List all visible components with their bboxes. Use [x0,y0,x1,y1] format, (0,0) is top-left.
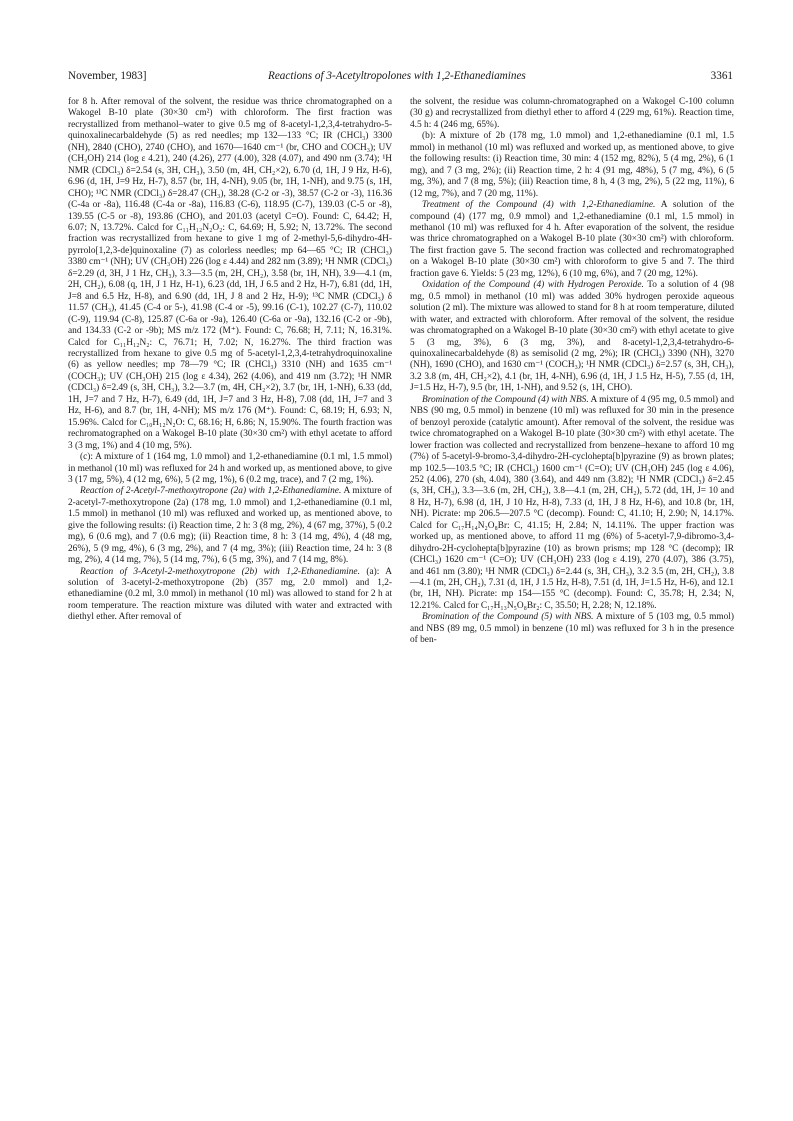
header-date: November, 1983] [68,70,147,82]
section-title: Bromination of the Compound (4) with NBS. [422,394,589,405]
paragraph-text: A mixture of 4 (95 mg, 0.5 mmol) and NBS (90 mg, 0.5 mmol) in benzene (10 ml) was refluxed for 30 min in the presence of benzoyl peroxide (catalytic amount). After removal of the solvent, the residue was twice chromatographed on a Wakogel B-10 plate (30×30 cm²) with ethyl acetate. The lower fraction was collected and recrystallized from benzene–hexane to afford 10 mg (7%) of 5-acetyl-9-bromo-3,4-dihydro-2H-cyclohepta[b]pyrazine (9) as brown plates; mp 102.5—103.5 °C; IR (CHCl₃) 1600 cm⁻¹ (C=O); UV (CH₃OH) 245 (log ε 4.06), 252 (4.06), 270 (sh, 4.04), 380 (3.64), and 449 nm (3.82); ¹H NMR (CDCl₃) δ=2.45 (s, 3H, CH₃), 3.3—3.6 (m, 2H, CH₂), 3.8—4.1 (m, 2H, CH₂), 5.72 (dd, 1H, J= 10 and 8 Hz, H-7), 6.98 (d, 1H, J 10 Hz, H-8), 7.33 (d, 1H, J 8 Hz, H-6), and 10.8 (br, 1H, NH). Picrate: mp 206.5—207.5 °C (decomp). Found: C, 41.10; H, 2.90; N, 14.17%. Calcd for C₁₇H₁₄N₂O₈Br: C, 41.15; H, 2.84; N, 14.11%. The upper fraction was worked up, as mentioned above, to afford 11 mg (6%) of 5-acetyl-7,9-dibromo-3,4-dihydro-2H-cyclohepta[b]pyrazine (10) as brown prisms; mp 128 °C (decomp); IR (CHCl₃) 1620 cm⁻¹ (C=O); UV (CH₃OH) 233 (log ε 4.19), 270 (4.07), 386 (3.75), and 461 nm (3.80); ¹H NMR (CDCl₃) δ=2.44 (s, 3H, CH₃), 3.2 3.5 (m, 2H, CH₂), 3.8—4.1 (m, 2H, CH₂), 7.31 (d, 1H, J 1.5 Hz, H-8), 7.51 (d, 1H, J=1.5 Hz, H-6), and 12.1 (br, 1H, NH). Picrate: mp 154—155 °C (decomp). Found: C, 35.78; H, 2.34; N, 12.21%. Calcd for C₁₇H₁₃N₅O₈Br₂: C, 35.50; H, 2.28; N, 12.18%. [410,394,735,611]
paragraph [410,97,734,131]
section-title: Bromination of the Compound (5) with NBS. [422,612,594,623]
paragraph [410,200,734,280]
paragraph-text: for 8 h. After removal of the solvent, the residue was thrice chromatographed on a Wakogel B-10 plate (30×30 cm²) with chloroform. The first fraction was recrystallized from methanol–water to give 0.5 mg of 8-acetyl-1,2,3,4-tetrahydro-5-quinoxalinecarbaldehyde (5) as red needles; mp 132—133 °C; IR (CHCl₃) 3300 (NH), 2840 (CHO), 2740 (CHO), and 1670—1640 cm⁻¹ (br, CHO and COCH₃); UV (CH₃OH) 214 (log ε 4.21), 240 (4.26), 277 (4.00), 328 (4.07), and 490 nm (3.74); ¹H NMR (CDCl₃) δ=2.54 (s, 3H, CH₃), 3.50 (m, 4H, CH₂×2), 6.70 (d, 1H, J 9 Hz, H-6), 6.96 (d, 1H, J=9 Hz, H-7), 8.57 (br, 1H, 4-NH), 9.05 (br, 1H, 1-NH), and 9.75 (s, 1H, CHO); ¹³C NMR (CDCl₃) δ=28.47 (CH₃), 38.28 (C-2 or -3), 38.57 (C-2 or -3), 116.36 (C-4a or -8a), 116.48 (C-4a or -8a), 116.83 (C-6), 118.95 (C-7), 139.03 (C-5 or -8), 139.55 (C-5 or -8), 193.86 (CHO), and 201.03 (acetyl C=O). Found: C, 64.42; H, 6.07; N, 13.72%. Calcd for C₁₁H₁₂N₂O₂: C, 64.69; H, 5.92; N, 13.72%. The second fraction was recrystallized from hexane to give 1 mg of 2-methyl-5,6-dihydro-4H-pyrrolo[1,2,3-de]quinoxaline (7) as colorless needles; mp 64—65 °C; IR (CHCl₃) 3380 cm⁻¹ (NH); UV (CH₃OH) 226 (log ε 4.44) and 282 nm (3.89); ¹H NMR (CDCl₃) δ=2.29 (d, 3H, J 1 Hz, CH₃), 3.3—3.5 (m, 2H, CH₂), 3.58 (br, 1H, NH), 3.9—4.1 (m, 2H, CH₂), 6.08 (q, 1H, J 1 Hz, H-1), 6.23 (dd, 1H, J 6.5 and 2 Hz, H-7), 6.81 (dd, 1H, J=8 and 6.5 Hz, H-8), and 6.90 (dd, 1H, J 8 and 2 Hz, H-9); ¹³C NMR (CDCl₃) δ 11.57 (CH₃), 41.45 (C-4 or 5-), 41.98 (C-4 or -5), 99.16 (C-1), 102.27 (C-7), 110.02 (C-9), 119.94 (C-8), 125.87 (C-6a or -9a), 126.40 (C-6a or -9a), 132.16 (C-2 or -9b), and 134.33 (C-2 or -9b); MS m/z 172 (M⁺). Found: C, 76.68; H, 7.11; N, 16.31%. Calcd for C₁₁H₁₂N₂: C, 76.71; H, 7.02; N, 16.27%. The third fraction was recrystallized from hexane to give 0.5 mg of 5-acetyl-1,2,3,4-tetrahydroquinoxaline (6) as yellow needles; mp 78—79 °C; IR (CHCl₃) 3310 (NH) and 1635 cm⁻¹ (COCH₃); UV (CH₃OH) 215 (log ε 4.34), 262 (4.06), and 419 nm (3.72); ¹H NMR (CDCl₃) δ=2.49 (s, 3H, CH₃), 3.2—3.7 (m, 4H, CH₂×2), 3.7 (br, 1H, 1-NH), 6.33 (dd, 1H, J=7 and 7 Hz, H-7), 6.49 (dd, 1H, J=7 and 3 Hz, H-8), 7.08 (dd, 1H, J=7 and 3 Hz, H-6), and 8.7 (br, 1H, 4-NH); MS m/z 176 (M⁺). Found: C, 68.19; H, 6.93; N, 15.96%. Calcd for C₁₀H₁₂N₂O: C, 68.16; H, 6.86; N, 15.90%. The fourth fraction was rechromatographed on a Wakogel B-10 plate (30×30 cm²) with ethyl acetate to afford 3 (3 mg, 1%) and 4 (10 mg, 5%). [68,97,392,451]
paragraph-text: the solvent, the residue was column-chromatographed on a Wakogel C-100 column (30 g) and recrystallized from diethyl ether to afford 4 (229 mg, 61%). Reaction time, 4.5 h: 4 (246 mg, 65%). [410,97,734,130]
paragraph [68,567,392,624]
left-column [68,97,392,624]
section-title: Treatment of the Compound (4) with 1,2-Ethanediamine. [422,200,656,211]
paragraph-text: A solution of the compound (4) (177 mg, 0.9 mmol) and 1,2-ethanediamine (0.1 ml, 1.5 mmol) in methanol (10 ml) was refluxed for 4 h. After evaporation of the solvent, the residue was thrice chromatographed on a Wakogel B-10 plate (30×30 cm²) with chloroform. The first fraction gave 5. The second fraction was collected and rechromatographed on a Wakogel B-10 plate (30×30 cm²) with chloroform to give 5 and 7. The third fraction gave 6. Yields: 5 (23 mg, 12%), 6 (10 mg, 6%), and 7 (20 mg, 12%). [410,200,734,279]
page-number: 3361 [710,70,733,82]
paragraph [410,280,734,395]
header-title: Reactions of 3-Acetyltropolones with 1,2-Ethanediamines [268,70,526,82]
paragraph-text: To a solution of 4 (98 mg, 0.5 mmol) in methanol (10 ml) was added 30% hydrogen peroxide aqueous solution (2 ml). The mixture was allowed to stand for 8 h at room temperature, diluted with water, and extracted with chloroform. After removal of the solvent, the residue was chromatographed on a Wakogel B-10 plate (30×30 cm²) with ethyl acetate to give 5 (3 mg, 3%), 6 (3 mg, 3%), and 8-acetyl-1,2,3,4-tetrahydro-6-quinoxalinecarbaldehyde (8) as semisolid (2 mg, 2%); IR (CHCl₃) 3390 (NH), 3270 (NH), 1690 (CHO), and 1630 cm⁻¹ (COCH₃); ¹H NMR (CDCl₃) δ=2.57 (s, 3H, CH₃), 3.2 3.8 (m, 4H, CH₂×2), 4.1 (br, 1H, 4-NH), 6.96 (d, 1H, J 1.5 Hz, H-5), 7.55 (d, 1H, J=1.5 Hz, H-7), 9.5 (br, 1H, 1-NH), and 9.52 (s, 1H, CHO). [410,280,735,394]
paragraph [68,486,392,566]
paragraph [68,97,392,452]
paragraph [410,131,734,200]
paragraph-text: (a): A solution of 3-acetyl-2-methoxytropone (2b) (357 mg, 2.0 mmol) and 1,2-ethanediamine (0.2 ml, 3.0 mmol) in methanol (10 ml) was allowed to stand for 2 h at room temperature. The reaction mixture was diluted with water and extracted with diethyl ether. After removal of [68,566,393,623]
paragraph-text: A mixture of 2-acetyl-7-methoxytropone (2a) (178 mg, 1.0 mmol) and 1,2-ethanediamine (0.1 ml, 1.5 mmol) in methanol (10 ml) was refluxed and worked up, as mentioned above, to give the following results: (i) Reaction time, 2 h: 3 (8 mg, 2%), 4 (67 mg, 37%), 5 (0.2 mg), 6 (0.6 mg), and 7 (0.6 mg); (ii) Reaction time, 8 h: 3 (14 mg, 4%), 4 (48 mg, 26%), 5 (9 mg, 4%), 6 (3 mg, 2%), and 7 (4 mg, 3%); (iii) Reaction time, 24 h: 3 (8 mg, 2%), 4 (14 mg, 7%), 5 (14 mg, 7%), 6 (5 mg, 3%), and 7 (14 mg, 8%). [68,486,392,566]
paragraph-text: A mixture of 5 (103 mg, 0.5 mmol) and NBS (89 mg, 0.5 mmol) in benzene (10 ml) was refluxed for 3 h in the presence of ben- [410,612,734,646]
section-title: Reaction of 2-Acetyl-7-methoxytropone (2a) with 1,2-Ethanediamine. [80,486,342,497]
section-title: Oxidation of the Compound (4) with Hydrogen Peroxide. [422,280,644,291]
section-title: Reaction of 3-Acetyl-2-methoxytropone (2b) with 1,2-Ethanediamine. [80,566,360,577]
paragraph-text: (c): A mixture of 1 (164 mg, 1.0 mmol) and 1,2-ethanediamine (0.1 ml, 1.5 mmol) in methanol (10 ml) was refluxed for 24 h and worked up, as mentioned above, to give 3 (17 mg, 5%), 4 (12 mg, 6%), 5 (2 mg, 1%), 6 (0.2 mg, trace), and 7 (2 mg, 1%). [68,452,392,485]
paragraph [410,395,734,613]
right-column [410,97,734,647]
running-header [68,70,733,88]
paragraph [410,612,734,646]
paragraph-text: (b): A mixture of 2b (178 mg, 1.0 mmol) and 1,2-ethanediamine (0.1 ml, 1.5 mmol) in methanol (10 ml) was refluxed and worked up, as mentioned above, to give the following results: (i) Reaction time, 30 min: 4 (152 mg, 82%), 5 (4 mg, 2%), 6 (1 mg), and 7 (3 mg, 2%); (ii) Reaction time, 2 h: 4 (91 mg, 48%), 5 (7 mg, 4%), 6 (5 mg, 3%), and 7 (8 mg, 5%); (iii) Reaction time, 8 h, 4 (3 mg, 2%), 5 (22 mg, 11%), 6 (12 mg, 7%), and 7 (20 mg, 11%). [410,131,734,199]
paragraph [68,452,392,486]
